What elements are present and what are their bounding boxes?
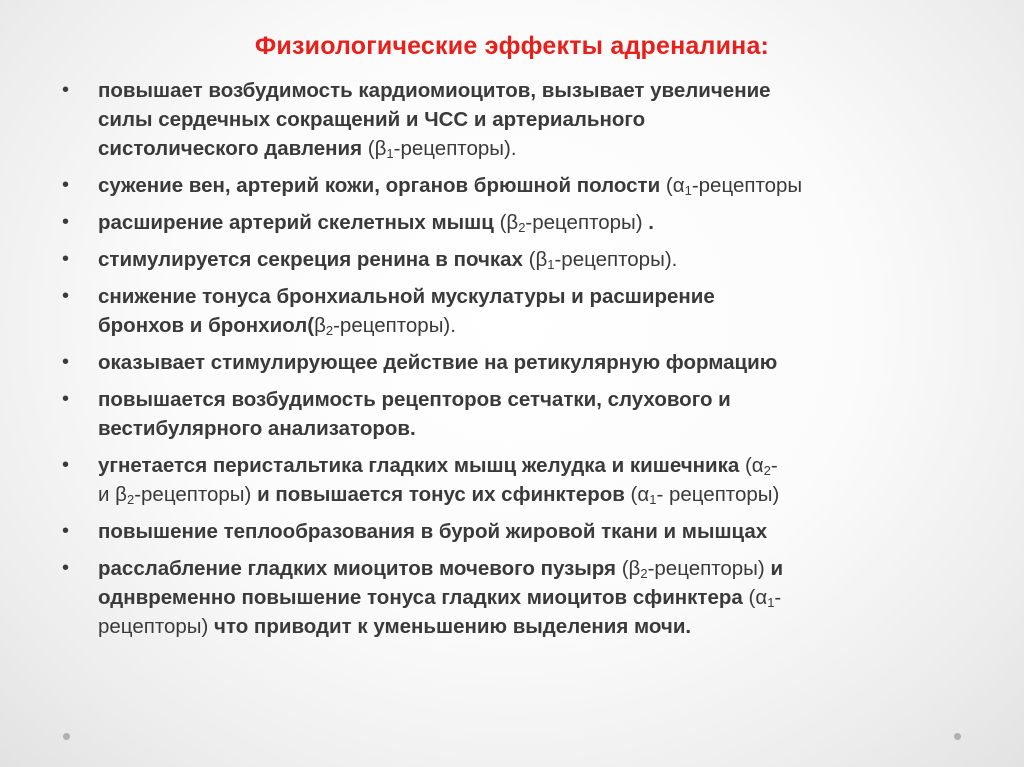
- effect-text-segment: и: [98, 483, 116, 506]
- effect-item-line: [98, 348, 982, 377]
- effect-item-line: [98, 583, 982, 612]
- effect-item: [62, 385, 982, 443]
- effect-text-segment: (α: [748, 586, 768, 609]
- effect-text-segment: повышается возбудимость рецепторов сетчатки, слухового и: [98, 388, 731, 411]
- effect-item-line: [98, 612, 982, 641]
- effect-text-segment: (α: [665, 174, 685, 197]
- effect-text-segment: -рецепторы).: [333, 314, 456, 337]
- effect-text-segment: .: [648, 211, 654, 234]
- receptor-subscript: 1: [684, 183, 692, 198]
- effect-text-segment: бронхов и бронхиол(: [98, 314, 315, 337]
- effect-text-segment: силы сердечных сокращений и ЧСС и артериального: [98, 108, 646, 131]
- effect-item: [62, 517, 982, 546]
- effect-text-segment: (α: [630, 483, 650, 506]
- effect-item-line: [98, 208, 982, 237]
- bullet-marker: •: [62, 454, 70, 476]
- effect-text-segment: стимулируется секреция ренина в почках: [98, 248, 529, 271]
- effect-text-segment: (β: [367, 137, 387, 160]
- bullet-marker: •: [62, 79, 70, 101]
- effect-text-segment: -рецепторы): [647, 557, 771, 580]
- bullet-marker: •: [62, 211, 70, 233]
- receptor-subscript: 1: [547, 257, 555, 272]
- effect-item: [62, 282, 982, 340]
- effect-text-segment: повышает возбудимость кардиомиоцитов, вызывает увеличение: [98, 79, 771, 102]
- bullet-marker: •: [62, 248, 70, 270]
- effect-text-segment: (β: [499, 211, 519, 234]
- effect-item-line: [98, 134, 982, 163]
- effect-text-segment: и повышается тонус их сфинктеров: [257, 483, 631, 506]
- effect-text-segment: -: [770, 454, 778, 477]
- effect-item: [62, 171, 982, 200]
- effect-text-segment: -рецепторы): [525, 211, 649, 234]
- receptor-subscript: 2: [325, 323, 334, 338]
- effect-item-line: [98, 76, 982, 105]
- effect-text-segment: что приводит к уменьшению выделения мочи.: [214, 615, 692, 638]
- effects-list: [62, 76, 982, 649]
- effect-item: [62, 348, 982, 377]
- effect-text-segment: (α: [744, 454, 764, 477]
- effect-text-segment: систолического давления: [98, 137, 368, 160]
- receptor-subscript: 1: [649, 492, 657, 507]
- corner-dot-bottom-right: [954, 733, 961, 740]
- effect-item-line: [98, 245, 982, 274]
- effect-item-line: [98, 517, 982, 546]
- effect-text-segment: оказывает стимулирующее действие на ретикулярную формацию: [98, 351, 778, 374]
- effect-text-segment: расслабление гладких миоцитов мочевого пузыря: [98, 557, 622, 580]
- effect-text-segment: сужение вен, артерий кожи, органов брюшной полости: [98, 174, 666, 197]
- receptor-subscript: 1: [767, 595, 775, 610]
- effect-item-line: [98, 105, 982, 134]
- effect-text-segment: однвременно повышение тонуса гладких миоцитов сфинктера: [98, 586, 749, 609]
- receptor-subscript: 2: [518, 220, 526, 235]
- effect-text-segment: повышение теплообразования в бурой жировой ткани и мышцах: [98, 520, 768, 543]
- effect-text-segment: вестибулярного анализаторов.: [98, 417, 416, 440]
- effect-item-line: [98, 171, 982, 200]
- bullet-marker: •: [62, 351, 70, 373]
- effect-text-segment: β: [115, 483, 127, 506]
- receptor-subscript: 1: [386, 146, 394, 161]
- effect-text-segment: снижение тонуса бронхиальной мускулатуры и расширение: [98, 285, 715, 308]
- effect-item: [62, 76, 982, 163]
- effect-text-segment: -рецепторы).: [393, 137, 517, 160]
- effect-item-line: [98, 480, 982, 509]
- bullet-marker: •: [62, 520, 70, 542]
- bullet-marker: •: [62, 557, 70, 579]
- receptor-subscript: 2: [126, 492, 135, 507]
- effect-item-line: [98, 311, 982, 340]
- slide-title: Физиологические эффекты адреналина:: [254, 32, 770, 60]
- effect-item: [62, 451, 982, 509]
- effect-text-segment: (β: [528, 248, 548, 271]
- bullet-marker: •: [62, 388, 70, 410]
- effect-text-segment: -: [774, 586, 782, 609]
- effect-item-line: [98, 414, 982, 443]
- effect-text-segment: - рецепторы): [656, 483, 780, 506]
- effect-item: [62, 554, 982, 641]
- effect-text-segment: рецепторы): [98, 615, 215, 638]
- effect-item: [62, 208, 982, 237]
- bullet-marker: •: [62, 174, 70, 196]
- effect-item-line: [98, 385, 982, 414]
- effect-item-line: [98, 554, 982, 583]
- effect-item: [62, 245, 982, 274]
- effect-text-segment: β: [314, 314, 326, 337]
- effect-item-line: [98, 282, 982, 311]
- effect-text-segment: -рецепторы): [134, 483, 258, 506]
- corner-dot-bottom-left: [63, 733, 70, 740]
- effect-text-segment: и: [770, 557, 784, 580]
- receptor-subscript: 2: [640, 566, 648, 581]
- effect-text-segment: угнетается перистальтика гладких мышц желудка и кишечника: [98, 454, 745, 477]
- effect-text-segment: -рецепторы: [691, 174, 803, 197]
- effect-text-segment: расширение артерий скелетных мышц: [98, 211, 500, 234]
- bullet-marker: •: [62, 285, 70, 307]
- effect-text-segment: (β: [621, 557, 641, 580]
- effect-text-segment: -рецепторы).: [554, 248, 678, 271]
- receptor-subscript: 2: [763, 463, 771, 478]
- effect-item-line: [98, 451, 982, 480]
